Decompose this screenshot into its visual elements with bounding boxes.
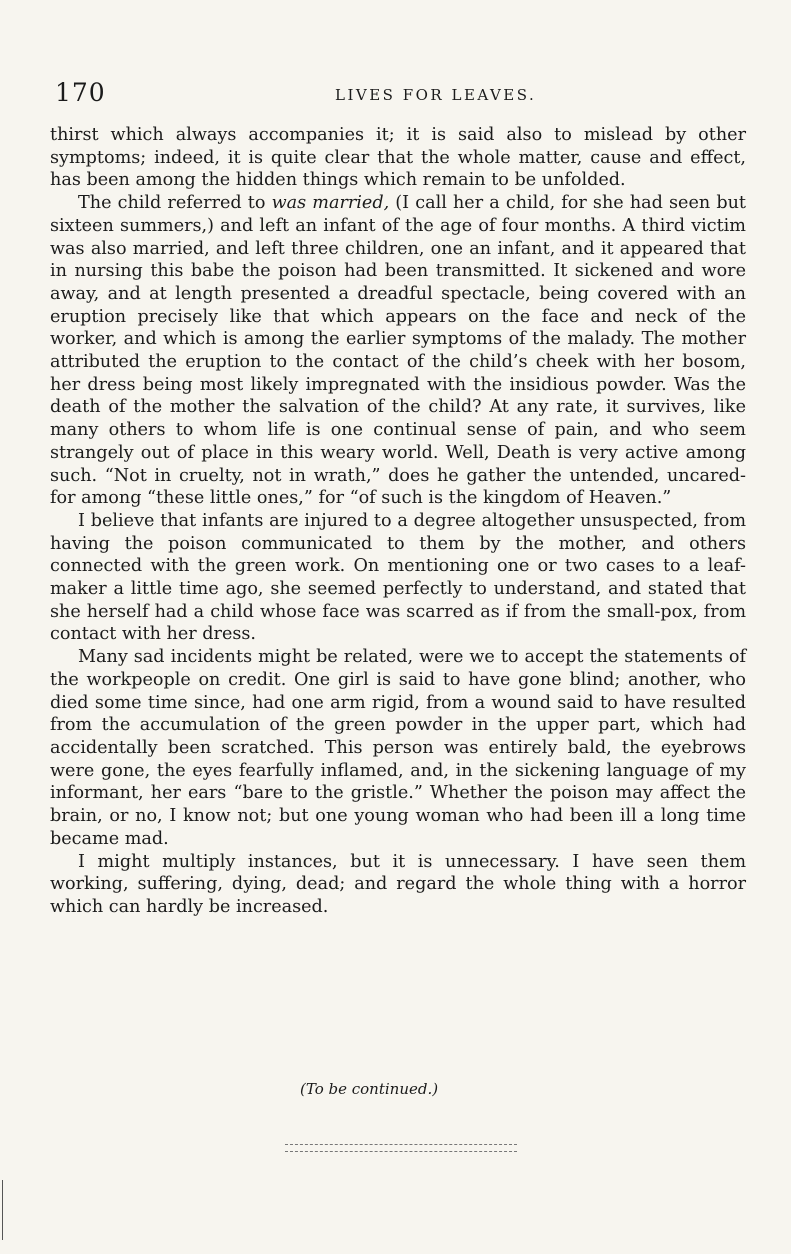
paragraph-2-start: The child referred to bbox=[78, 193, 272, 214]
to-be-continued: (To be continued.) bbox=[300, 1080, 439, 1098]
paragraph-2 bbox=[50, 192, 746, 510]
margin-mark bbox=[2, 1180, 3, 1240]
body-text bbox=[50, 124, 746, 919]
paragraph-5: I might multiply instances, but it is unnecessary. I have seen them working, suffering, dying, dead; and regard the whole thing with a horror which can hardly be increased. bbox=[50, 851, 746, 917]
paragraph-2-italic: was married, bbox=[271, 193, 390, 214]
paragraph-4: Many sad incidents might be related, were we to accept the statements of the workpeople on credit. One girl is said to have gone blind; another, who died some time since, had one arm rigid, from a wound said to have resulted from the accumulation of the green powder in the upper part, which had accidentally been scratched. This person was entirely bald, the eyebrows were gone, the eyes fearfully inflamed, and, in the sickening language of my informant, her ears “bare to the gristle.” Whether the poison may affect the brain, or no, I know not; but one young woman who had been ill a long time became mad. bbox=[50, 647, 746, 849]
paragraph-1: thirst which always accompanies it; it is said also to mislead by other symptoms; indeed, it is quite clear that the whole matter, cause and effect, has been among the hidden things which remain to be unfolded. bbox=[50, 125, 746, 191]
running-title: LIVES FOR LEAVES. bbox=[335, 86, 537, 104]
page-number: 170 bbox=[55, 78, 106, 107]
closing-rule bbox=[285, 1144, 517, 1152]
paragraph-3: I believe that infants are injured to a degree altogether unsuspected, from having the poison communicated to them by the mother, and others connected with the green work. On mentioning one or two cases to a leaf-maker a little time ago, she seemed perfectly to understand, and stated that she herself had a child whose face was scarred as if from the small-pox, from contact with her dress. bbox=[50, 510, 746, 645]
page-header bbox=[55, 78, 755, 108]
paragraph-2-rest: (I call her a child, for she had seen but sixteen summers,) and left an infant of the age of four months. A third victim was also married, and left three children, one an infant, and it appeared that in nursing this babe the poison had been transmitted. It sickened and wore away, and at length presented a dreadful spectacle, being covered with an eruption precisely like that which appears on the face and neck of the worker, and which is among the earlier symptoms of the malady. The mother attributed the eruption to the contact of the child’s cheek with her bosom, her dress being most likely impregnated with the insidious powder. Was the death of the mother the salvation of the child? At any rate, it survives, like many others to whom life is one continual sense of pain, and who seem strangely out of place in this weary world. Well, Death is very active among such. “Not in cruelty, not in wrath,” does he gather the untended, uncared-for among “these little ones,” for “of such is the kingdom of Heaven.” bbox=[50, 193, 746, 509]
